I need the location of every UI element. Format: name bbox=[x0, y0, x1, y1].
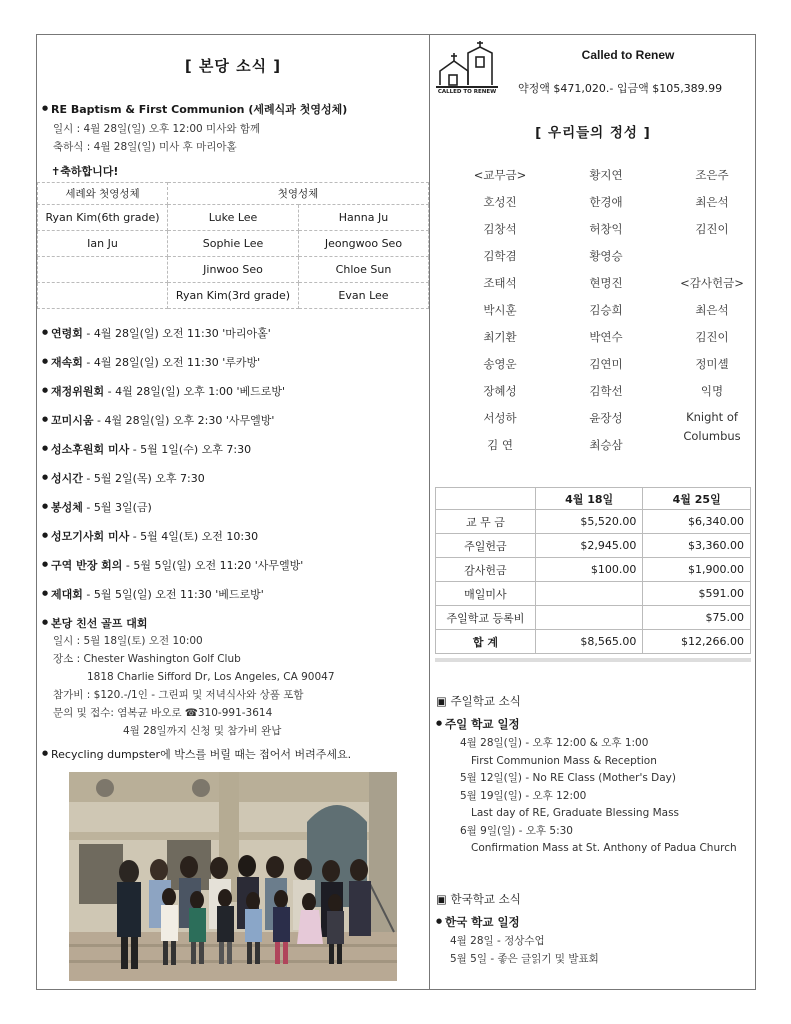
parish-news-title: [ 본당 소식 ] bbox=[184, 57, 282, 75]
table-header: 세례와 첫영성체 bbox=[38, 183, 168, 205]
offering-title: [ 우리들의 정성 ] bbox=[535, 125, 651, 141]
offering-name: 김진이 bbox=[695, 222, 729, 236]
event-item: ● 성소후원회 미사 - 5월 1일(수) 오후 7:30 bbox=[51, 441, 251, 457]
golf-line: 장소 : Chester Washington Golf Club bbox=[53, 653, 241, 665]
finance-total-value: $8,565.00 bbox=[535, 630, 643, 654]
finance-table bbox=[435, 487, 751, 654]
congrats-text: ✝축하합니다! bbox=[51, 165, 119, 178]
event-item: ● 제대회 - 5월 5일(일) 오전 11:30 '베드로방' bbox=[51, 586, 264, 602]
golf-line: 4월 28일까지 신청 및 참가비 완납 bbox=[123, 725, 282, 737]
finance-row bbox=[436, 582, 751, 606]
finance-row bbox=[436, 606, 751, 630]
finance-header: 4월 25일 bbox=[643, 488, 751, 510]
offering-name: 서성하 bbox=[483, 411, 517, 425]
offering-name: 최은석 bbox=[695, 195, 729, 209]
table-row bbox=[38, 205, 429, 231]
finance-label: 교 무 금 bbox=[436, 510, 536, 534]
golf-line: 문의 및 접수: 염복균 바오로 ☎310-991-3614 bbox=[53, 707, 273, 719]
group-photo bbox=[69, 772, 397, 981]
offering-name: 한경애 bbox=[589, 195, 623, 209]
finance-header: 4월 18일 bbox=[535, 488, 643, 510]
golf-details bbox=[53, 632, 335, 740]
offering-name: 김 연 bbox=[487, 438, 513, 452]
schedule-line: 4월 28일 - 정상수업 bbox=[450, 935, 545, 947]
offering-name: 최기환 bbox=[483, 330, 517, 344]
recycling-notice: ● Recycling dumpster에 박스를 버릴 때는 접어서 버려주세요. bbox=[51, 746, 351, 762]
schedule-line: Last day of RE, Graduate Blessing Mass bbox=[471, 807, 680, 819]
schedule-line: 4월 28일(일) - 오후 12:00 & 오후 1:00 bbox=[460, 737, 649, 749]
table-cell: Luke Lee bbox=[168, 205, 299, 231]
schedule-line: 5월 19일(일) - 오후 12:00 bbox=[460, 789, 587, 802]
table-cell bbox=[38, 257, 168, 283]
finance-label: 감사헌금 bbox=[436, 558, 536, 582]
offering-name: 조은주 bbox=[695, 168, 729, 182]
finance-label: 주일헌금 bbox=[436, 534, 536, 558]
baptism-heading: ● RE Baptism & First Communion (세례식과 첫영성체) bbox=[51, 101, 347, 117]
table-row bbox=[38, 283, 429, 309]
offering-name: 호성진 bbox=[483, 195, 517, 209]
table-cell: Ryan Kim(6th grade) bbox=[38, 205, 168, 231]
event-item: ● 성모기사회 미사 - 5월 4일(토) 오전 10:30 bbox=[51, 528, 258, 544]
finance-row bbox=[436, 510, 751, 534]
offering-name: 김연미 bbox=[589, 357, 623, 371]
finance-header bbox=[436, 488, 536, 510]
table-cell: Chloe Sun bbox=[299, 257, 429, 283]
offering-name: <감사헌금> bbox=[680, 276, 744, 290]
schedule-line: 5월 12일(일) - No RE Class (Mother's Day) bbox=[460, 772, 676, 784]
offering-name: 황영승 bbox=[589, 249, 623, 263]
event-item: ● 성시간 - 5월 2일(목) 오후 7:30 bbox=[51, 470, 205, 486]
offering-name: 송영운 bbox=[483, 357, 517, 371]
table-row bbox=[38, 257, 429, 283]
offering-name: 김학겸 bbox=[483, 249, 517, 263]
table-shadow bbox=[435, 658, 751, 662]
korean-school-title: ▣ 한국학교 소식 bbox=[436, 892, 521, 906]
table-row bbox=[38, 231, 429, 257]
golf-line: 참가비 : $120.-/1인 - 그린피 및 저녁식사와 상품 포함 bbox=[53, 689, 304, 701]
schedule-line: 5월 5일 - 좋은 글읽기 및 발표회 bbox=[450, 952, 599, 965]
finance-value: $3,360.00 bbox=[643, 534, 751, 558]
korean-school-heading: ● 한국 학교 일정 bbox=[445, 914, 520, 930]
offering-name: Columbus bbox=[683, 429, 741, 443]
finance-total-value: $12,266.00 bbox=[643, 630, 751, 654]
offering-name: 허창익 bbox=[589, 222, 623, 236]
table-header-row bbox=[38, 183, 429, 205]
table-cell bbox=[38, 283, 168, 309]
offering-name: 최은석 bbox=[695, 303, 729, 317]
bulletin-page bbox=[36, 34, 756, 990]
offering-name: <교무금> bbox=[473, 168, 527, 182]
baptism-line-2: 축하식 : 4월 28일(일) 미사 후 마리아홀 bbox=[53, 141, 237, 153]
offering-name: 최승삼 bbox=[589, 438, 623, 452]
campaign-title: Called to Renew bbox=[581, 48, 675, 62]
finance-value bbox=[535, 606, 643, 630]
finance-value: $75.00 bbox=[643, 606, 751, 630]
offering-name: 조태석 bbox=[483, 276, 517, 290]
table-cell: Sophie Lee bbox=[168, 231, 299, 257]
event-item: ● 꼬미시움 - 4월 28일(일) 오후 2:30 '사무엘방' bbox=[51, 412, 274, 428]
table-cell: Ian Ju bbox=[38, 231, 168, 257]
finance-total-label: 합 계 bbox=[436, 630, 536, 654]
event-item: ● 재정위원회 - 4월 28일(일) 오후 1:00 '베드로방' bbox=[51, 383, 285, 399]
offering-name: 박시훈 bbox=[483, 303, 517, 317]
offering-name: 윤장성 bbox=[589, 411, 623, 425]
offering-name: 김승희 bbox=[589, 303, 623, 317]
called-to-renew-logo bbox=[436, 41, 498, 99]
finance-header-row bbox=[436, 488, 751, 510]
offering-name: 박연수 bbox=[589, 330, 623, 344]
finance-total-row bbox=[436, 630, 751, 654]
finance-value: $5,520.00 bbox=[535, 510, 643, 534]
right-column bbox=[430, 35, 756, 989]
offering-name: 황지연 bbox=[589, 168, 623, 182]
schedule-line: 6월 9일(일) - 오후 5:30 bbox=[460, 824, 573, 837]
baptism-line-1: 일시 : 4월 28일(일) 오후 12:00 미사와 함께 bbox=[53, 123, 261, 135]
table-cell: Jinwoo Seo bbox=[168, 257, 299, 283]
offering-name: 장혜성 bbox=[483, 384, 517, 398]
first-communion-table bbox=[37, 182, 429, 309]
finance-row bbox=[436, 558, 751, 582]
finance-value: $1,900.00 bbox=[643, 558, 751, 582]
finance-value: $591.00 bbox=[643, 582, 751, 606]
golf-heading: ● 본당 친선 골프 대회 bbox=[51, 615, 148, 631]
finance-label: 매일미사 bbox=[436, 582, 536, 606]
offering-name: 익명 bbox=[700, 384, 724, 398]
offering-name: Knight of bbox=[686, 410, 738, 424]
finance-value: $2,945.00 bbox=[535, 534, 643, 558]
table-cell: Ryan Kim(3rd grade) bbox=[168, 283, 299, 309]
sunday-school-schedule bbox=[460, 735, 737, 858]
event-item: ● 연령회 - 4월 28일(일) 오전 11:30 '마리아홀' bbox=[51, 325, 271, 341]
finance-row bbox=[436, 534, 751, 558]
table-cell: Evan Lee bbox=[299, 283, 429, 309]
parish-news-column bbox=[37, 35, 429, 989]
event-item: ● 재속회 - 4월 28일(일) 오전 11:30 '루카방' bbox=[51, 354, 260, 370]
schedule-line: First Communion Mass & Reception bbox=[471, 754, 657, 767]
korean-school-schedule bbox=[450, 933, 599, 968]
offering-name: 김진이 bbox=[695, 330, 729, 344]
offering-name: 현명진 bbox=[589, 276, 623, 290]
event-item: ● 봉성체 - 5월 3일(금) bbox=[51, 499, 152, 515]
golf-line: 일시 : 5월 18일(토) 오전 10:00 bbox=[53, 635, 203, 647]
group-photo-illustration bbox=[69, 772, 397, 981]
finance-label: 주일학교 등록비 bbox=[436, 606, 536, 630]
table-header: 첫영성체 bbox=[168, 183, 429, 205]
finance-value: $6,340.00 bbox=[643, 510, 751, 534]
golf-line: 1818 Charlie Sifford Dr, Los Angeles, CA 90047 bbox=[87, 671, 335, 683]
offering-name: 정미셸 bbox=[695, 357, 729, 371]
logo-caption: CALLED TO RENEW bbox=[437, 89, 497, 95]
event-item: ● 구역 반장 회의 - 5월 5일(일) 오전 11:20 '사무엘방' bbox=[51, 557, 303, 573]
offering-name: 김창석 bbox=[483, 222, 517, 236]
finance-value bbox=[535, 582, 643, 606]
schedule-line: Confirmation Mass at St. Anthony of Padua Church bbox=[471, 842, 737, 854]
table-cell: Jeongwoo Seo bbox=[299, 231, 429, 257]
campaign-amounts: 약정액 $471,020.- 입금액 $105,389.99 bbox=[518, 82, 723, 95]
offering-name: 김학선 bbox=[589, 384, 623, 398]
sunday-school-title: ▣ 주일학교 소식 bbox=[436, 694, 521, 708]
finance-value: $100.00 bbox=[535, 558, 643, 582]
table-cell: Hanna Ju bbox=[299, 205, 429, 231]
sunday-school-heading: ● 주일 학교 일정 bbox=[445, 716, 520, 732]
